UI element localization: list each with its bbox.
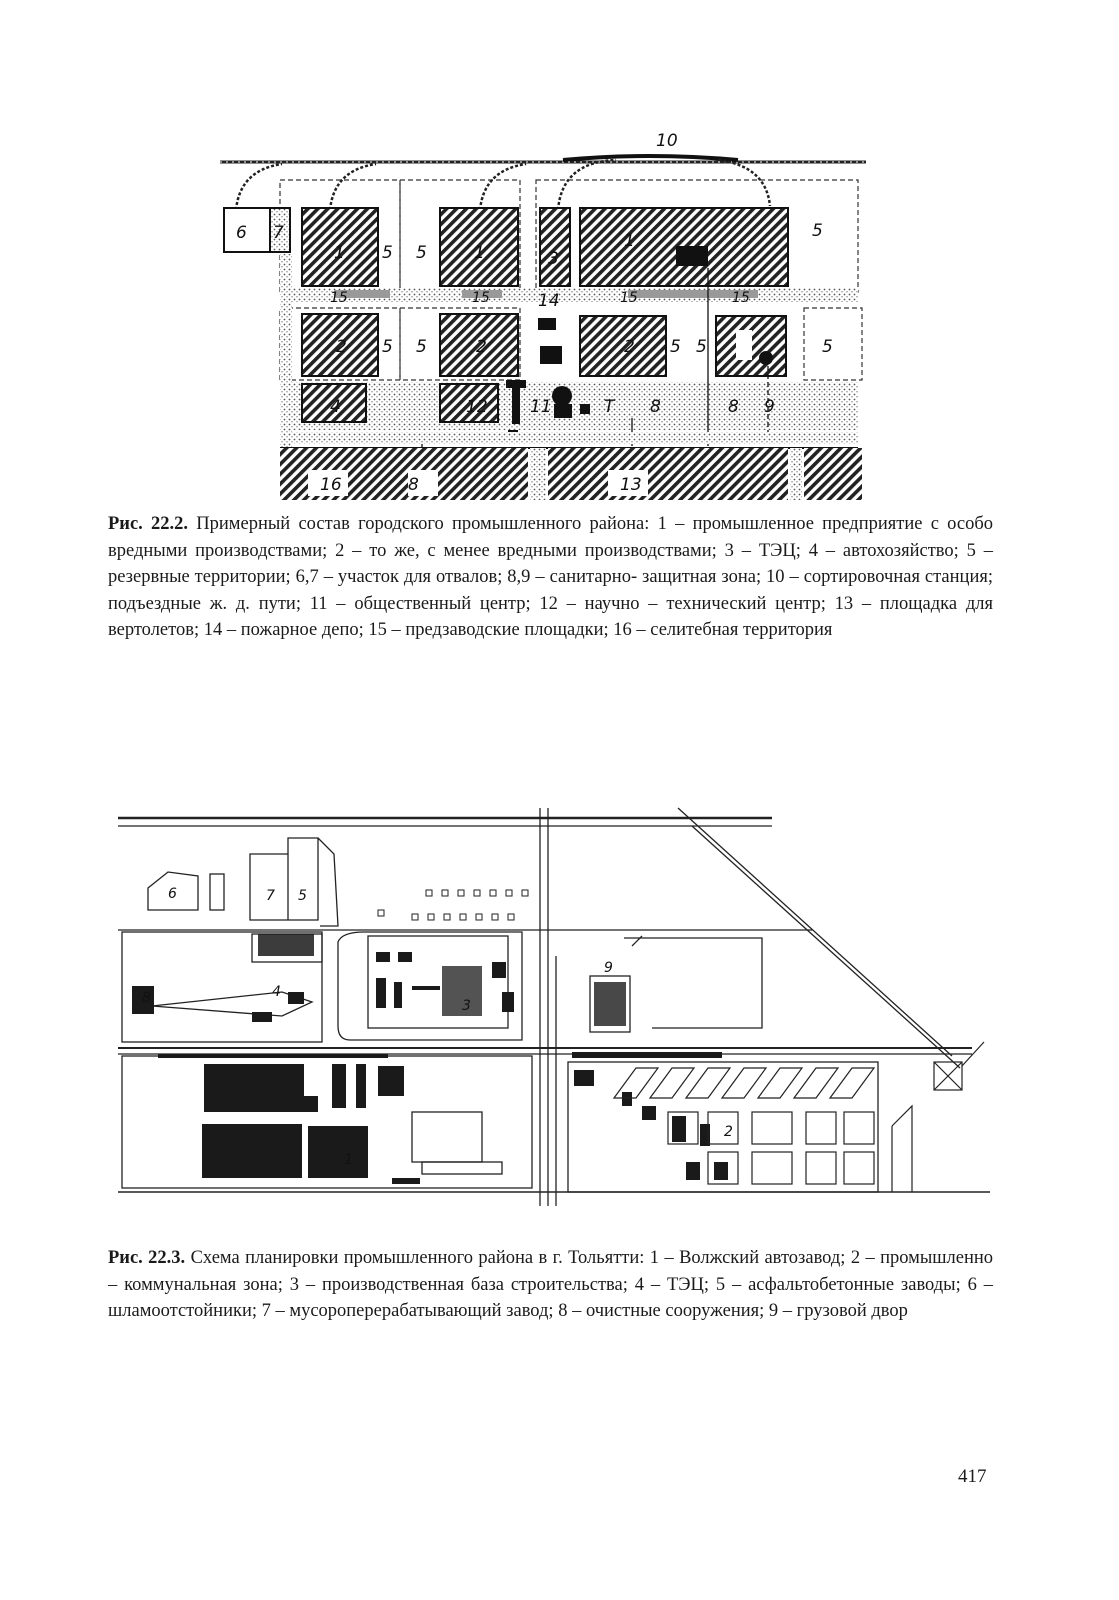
figure-22-3-caption [108, 1245, 993, 1325]
fig1-label-14: 14 [538, 291, 560, 311]
figure-22-3-caption-label: Рис. 22.3. [108, 1248, 186, 1268]
fig2-label-9: 9 [604, 960, 613, 976]
fig1-label-2b: 2 [476, 337, 487, 357]
fig1-label-5g: 5 [696, 337, 707, 357]
fig1-label-t: Т [604, 397, 615, 417]
fig1-label-4: 4 [330, 397, 341, 417]
fig2-label-5: 5 [298, 888, 307, 904]
fig1-label-5d: 5 [382, 337, 393, 357]
fig2-label-8: 8 [142, 990, 151, 1006]
figure-22-3-caption-text: Схема планировки промышленного района в г. Тольятти: 1 – Волжский автозавод; 2 – промышленно – коммунальная зона; 3 – производственная база строительства; 4 – ТЭЦ; 5 – асфальтобетонные заводы; 6 – шламоотстойники; 7 – мусороперерабатывающий завод; 8 – очистные сооружения; 9 – грузовой двор [108, 1248, 994, 1321]
fig1-label-1b: 1 [474, 243, 485, 263]
figure-22-2-caption-label: Рис. 22.2. [108, 514, 189, 534]
fig1-label-15a: 15 [330, 290, 348, 306]
figure-22-2-caption-text: Примерный состав городского промышленного района: 1 – промышленное предприятие с особо вредными производствами; 2 – то же, с менее вредными производствами; 3 – ТЭЦ; 4 – автохозяйство; 5 – резервные территории; 6,7 – участок для отвалов; 8,9 – санитарно- защитная зона; 10 – сортировочная станция; подъездные ж. д. пути; 11 – общественный центр; 12 – научно – технический центр; 13 – площадка для вертолетов; 14 – пожарное депо; 15 – предзаводские площадки; 16 – селитебная территория [108, 514, 993, 640]
fig2-label-1: 1 [344, 1152, 353, 1168]
fig1-label-7: 7 [273, 223, 284, 243]
fig2-label-2: 2 [724, 1124, 733, 1140]
fig2-label-6: 6 [168, 886, 177, 902]
fig1-label-8b: 8 [728, 397, 739, 417]
fig1-label-15b: 15 [472, 290, 490, 306]
figure-22-2-caption [108, 511, 993, 644]
figure-22-2 [218, 118, 870, 500]
fig2-label-3: 3 [462, 998, 471, 1014]
fig1-label-13: 13 [620, 475, 642, 495]
fig1-label-6: 6 [236, 223, 247, 243]
page-number: 417 [958, 1466, 987, 1487]
fig1-label-5b: 5 [416, 243, 427, 263]
fig2-label-4: 4 [272, 984, 281, 1000]
fig1-label-1a: 1 [334, 243, 345, 263]
fig1-label-8c: 8 [408, 475, 419, 495]
fig1-label-11: 11 [530, 397, 552, 417]
figure-22-3 [112, 806, 990, 1214]
industrial-district-scheme [218, 118, 870, 500]
fig1-label-12: 12 [466, 397, 488, 417]
fig1-label-15c: 15 [620, 290, 638, 306]
fig1-label-2c: 2 [624, 337, 635, 357]
fig1-label-10: 10 [656, 131, 678, 151]
fig1-label-2a: 2 [336, 337, 347, 357]
fig1-label-5e: 5 [416, 337, 427, 357]
fig1-label-5a: 5 [382, 243, 393, 263]
fig1-label-16: 16 [320, 475, 342, 495]
tolyatti-district-plan [112, 806, 990, 1214]
fig1-label-15d: 15 [732, 290, 750, 306]
fig1-label-5c: 5 [812, 221, 823, 241]
fig2-label-7: 7 [266, 888, 275, 904]
fig1-label-3: 3 [548, 249, 559, 269]
fig1-label-8a: 8 [650, 397, 661, 417]
fig1-label-5f: 5 [670, 337, 681, 357]
fig1-label-9: 9 [764, 397, 775, 417]
fig1-label-1c: 1 [624, 231, 635, 251]
fig1-label-5h: 5 [822, 337, 833, 357]
